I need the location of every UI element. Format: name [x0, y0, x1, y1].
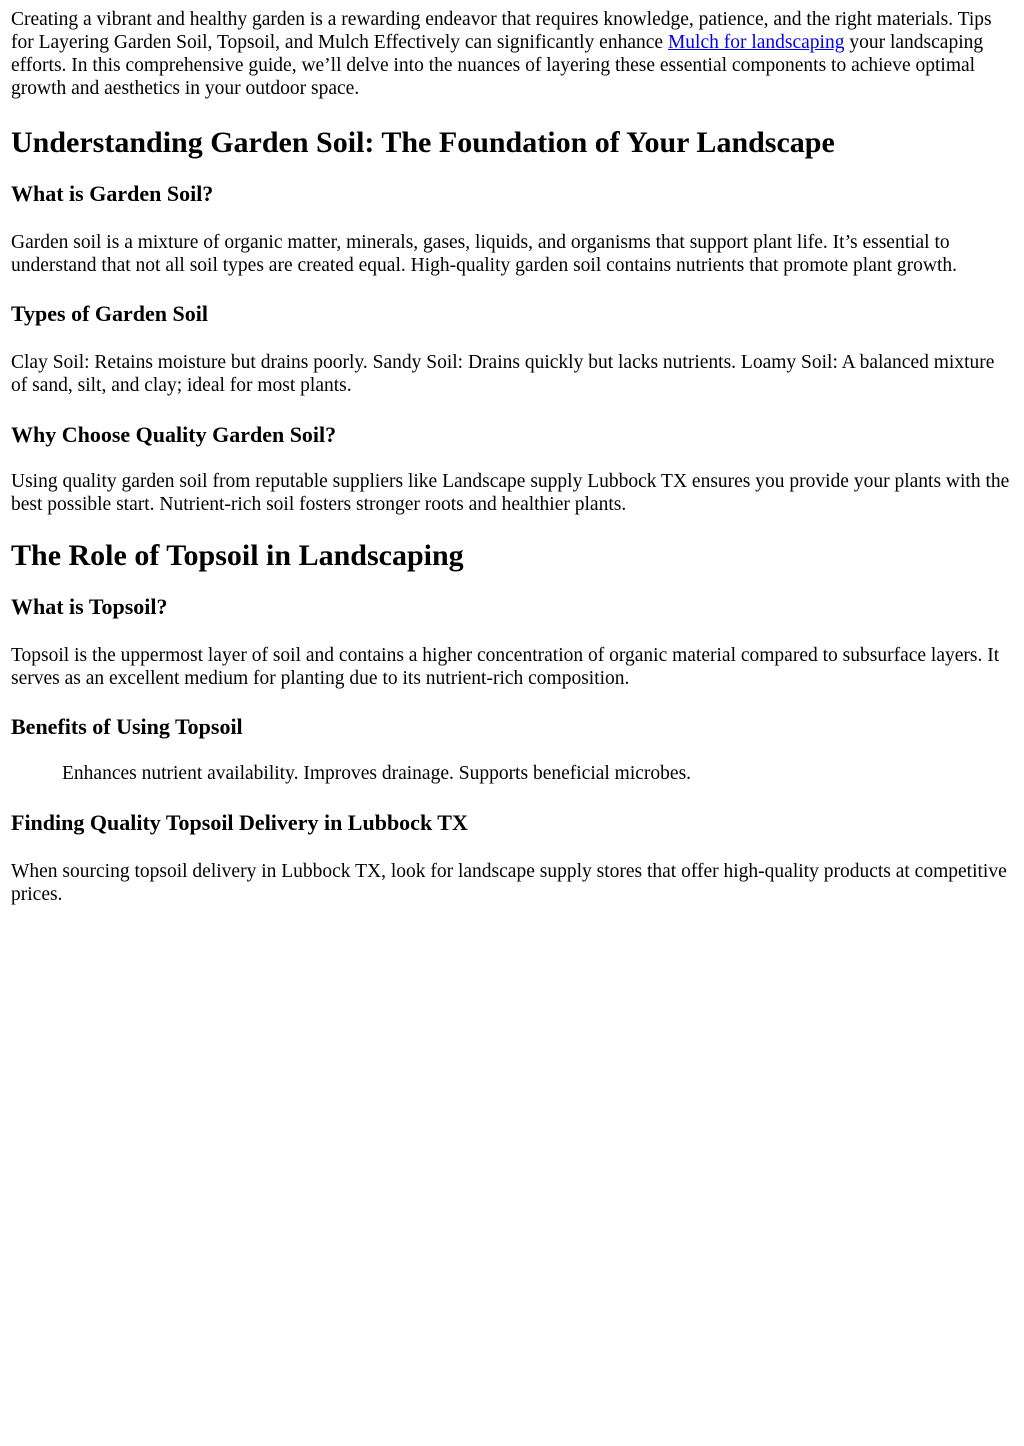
paragraph-what-is-topsoil: Topsoil is the uppermost layer of soil and contains a higher concentration of organic material compared to subsurface layers. It serves as an excellent medium for planting due to its nutrient-rich composition. [11, 645, 1000, 689]
mulch-for-landscaping-link[interactable]: Mulch for landscaping [667, 32, 845, 53]
paragraph-benefits-of-topsoil: Enhances nutrient availability. Improves drainage. Supports beneficial microbes. [62, 763, 692, 784]
paragraph-types-of-garden-soil: Clay Soil: Retains moisture but drains poorly. Sandy Soil: Drains quickly but lacks nutrients. Loamy Soil: A balanced mixture of sand, silt, and clay; ideal for most plants. [11, 352, 995, 396]
subheading-what-is-garden-soil: What is Garden Soil? [11, 181, 214, 206]
intro-paragraph [11, 8, 1013, 100]
section-heading-topsoil: The Role of Topsoil in Landscaping [11, 539, 464, 572]
intro-text-after-link: your landscaping efforts. In this comprehensive guide, we’ll delve into the nuances of layering these essential components to achieve optimal growth and aesthetics in your outdoor space. [11, 32, 984, 99]
paragraph-why-choose-quality: Using quality garden soil from reputable suppliers like Landscape supply Lubbock TX ensures you provide your plants with the best possible start. Nutrient-rich soil fosters stronger roots and healthier plants. [11, 471, 1010, 515]
subheading-types-of-garden-soil: Types of Garden Soil [11, 301, 209, 326]
paragraph-finding-topsoil-delivery: When sourcing topsoil delivery in Lubbock TX, look for landscape supply stores that offer high-quality products at competitive prices. [11, 861, 1007, 905]
intro-text-before-link: Creating a vibrant and healthy garden is a rewarding endeavor that requires knowledge, patience, and the right materials. Tips for Layering Garden Soil, Topsoil, and Mulch Effectively can significantly enhance [11, 9, 992, 53]
subheading-why-choose-quality: Why Choose Quality Garden Soil? [11, 422, 337, 447]
subheading-finding-topsoil-delivery: Finding Quality Topsoil Delivery in Lubbock TX [11, 810, 468, 835]
paragraph-what-is-garden-soil: Garden soil is a mixture of organic matter, minerals, gases, liquids, and organisms that support plant life. It’s essential to understand that not all soil types are created equal. High-quality garden soil contains nutrients that promote plant growth. [11, 232, 958, 276]
subheading-what-is-topsoil: What is Topsoil? [11, 594, 168, 619]
section-heading-garden-soil: Understanding Garden Soil: The Foundation of Your Landscape [11, 126, 835, 159]
subheading-benefits-of-topsoil: Benefits of Using Topsoil [11, 714, 243, 739]
